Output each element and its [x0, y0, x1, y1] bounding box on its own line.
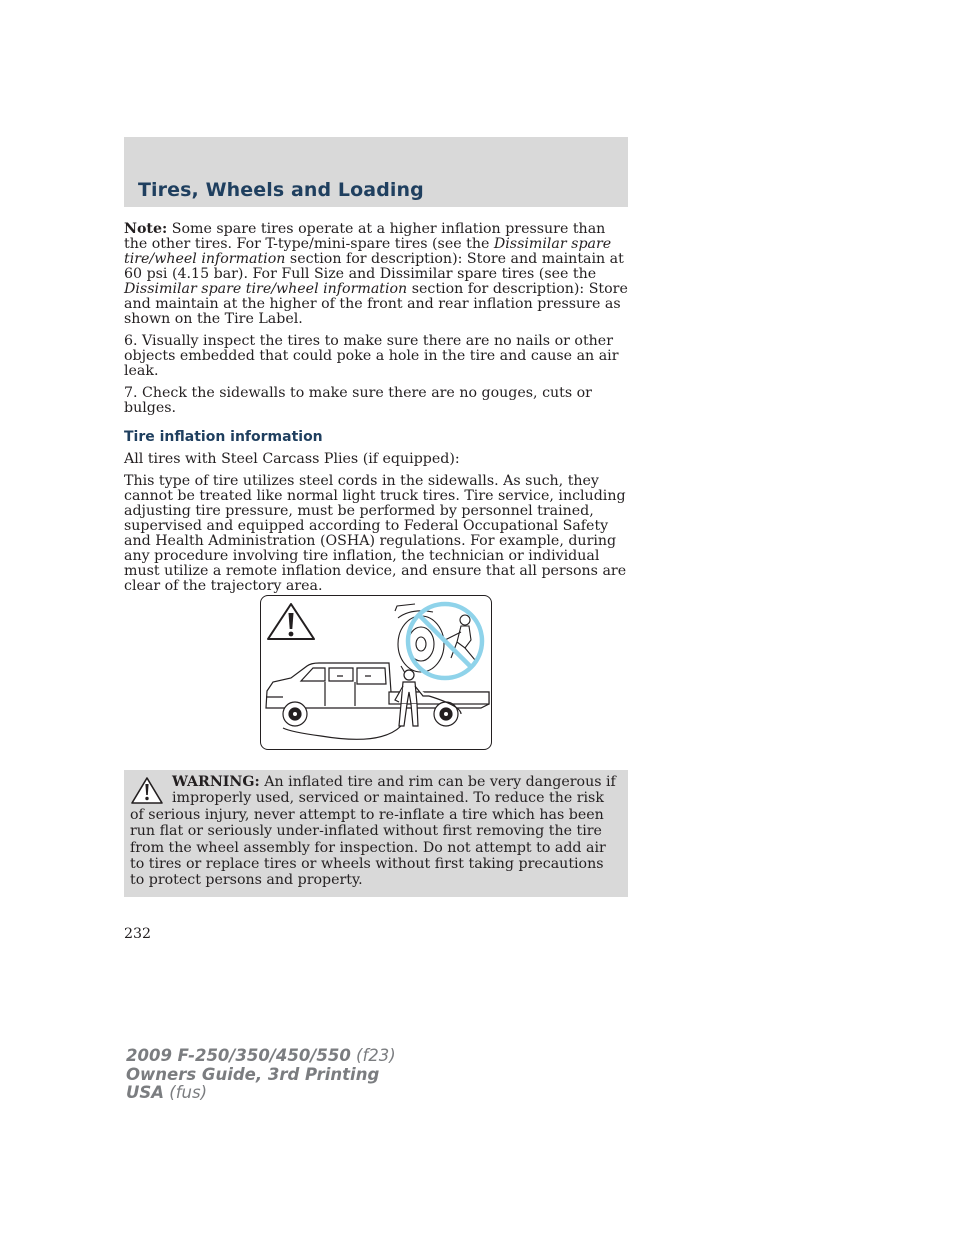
note-reference-1: Dissimilar spare tire/wheel information	[124, 236, 612, 267]
steel-carcass-intro: All tires with Steel Carcass Plies (if equipped):	[124, 451, 460, 467]
note-paragraph	[124, 222, 628, 327]
note-label: Note:	[124, 221, 168, 237]
footer-model: 2009 F-250/350/450/550	[126, 1046, 351, 1065]
warning-triangle-icon	[130, 776, 164, 806]
page-content	[124, 222, 628, 601]
warning-box	[124, 770, 628, 897]
footer-market-line	[126, 1084, 396, 1103]
document-footer	[126, 1047, 396, 1103]
pickup-truck	[266, 663, 489, 726]
warning-text: An inflated tire and rim can be very dangerous if improperly used, serviced or maintained. To reduce the risk of serious injury, never attempt to re-inflate a tire which has been run flat or seriously under-inflated without first removing the tire from the wheel assembly for inspection. Do not attempt to add air to tires or replace tires or wheels without first taking precautions to protect persons and property.	[130, 774, 616, 889]
footer-printing-line: Owners Guide, 3rd Printing	[126, 1064, 380, 1084]
step-6: 6. Visually inspect the tires to make sure there are no nails or other objects embedded that could poke a hole in the tire and cause an air leak.	[124, 333, 619, 379]
footer-model-line	[126, 1047, 396, 1066]
note-text-2: section for description): Store and maintain at 60 psi (4.15 bar). For Full Size and Dissimilar spare tires (see the	[124, 251, 624, 282]
remote-inflation-illustration	[260, 595, 492, 750]
note-reference-2: Dissimilar spare tire/wheel information	[124, 281, 408, 297]
steel-carcass-paragraph: This type of tire utilizes steel cords in the sidewalls. As such, they cannot be treated like normal light truck tires. Tire service, including adjusting tire pressure, must be performed by personnel trained, supervised and equipped according to Federal Occupational Safety and Health Administration (OSHA) regulations. For example, during any procedure involving tire inflation, the technician or individual must utilize a remote inflation device, and ensure that all persons are clear of the trajectory area.	[124, 473, 627, 594]
page-number: 232	[124, 926, 152, 942]
footer-market: USA	[126, 1083, 165, 1102]
tire-inflation-heading: Tire inflation information	[124, 429, 323, 445]
footer-model-code: (f23)	[350, 1046, 396, 1065]
footer-market-code: (fus)	[164, 1083, 208, 1102]
section-title: Tires, Wheels and Loading	[138, 179, 424, 201]
note-text-1: Some spare tires operate at a higher inflation pressure than the other tires. For T-type/mini-spare tires (see the	[124, 221, 606, 252]
warning-label: WARNING:	[172, 774, 260, 790]
warning-triangle-icon	[268, 604, 314, 639]
note-text-3: section for description): Store and maintain at the higher of the front and rear inflation pressure as shown on the Tire Label.	[124, 281, 628, 327]
section-header-band	[124, 137, 628, 207]
step-7: 7. Check the sidewalls to make sure there are no gouges, cuts or bulges.	[124, 385, 592, 416]
